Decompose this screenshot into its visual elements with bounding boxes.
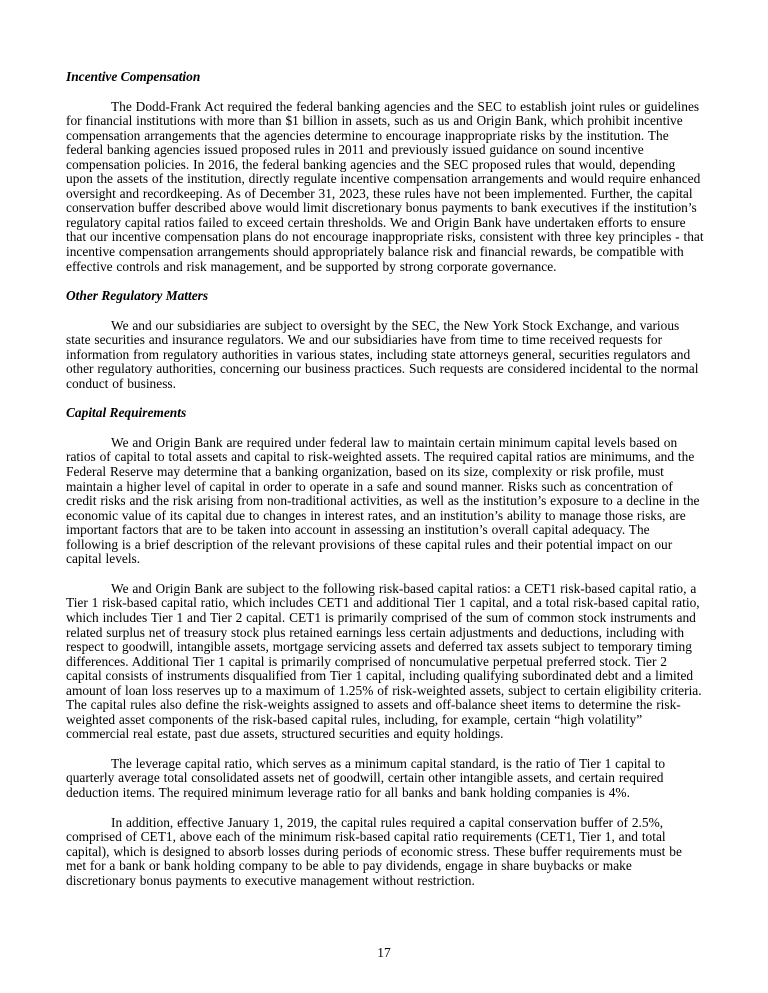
- section-incentive-compensation: [66, 70, 704, 274]
- paragraph: In addition, effective January 1, 2019, the capital rules required a capital conservation buffer of 2.5%, comprised of CET1, above each of the minimum risk-based capital ratio requirements (CET1, Tier 1, and total capital), which is designed to absorb losses during periods of economic stress. These buffer requirements must be met for a bank or bank holding company to be able to pay dividends, engage in share buybacks or make discretionary bonus payments to executive management without restriction.: [66, 814, 682, 888]
- section-heading-capital-requirements: Capital Requirements: [66, 405, 187, 421]
- paragraph: The Dodd-Frank Act required the federal banking agencies and the SEC to establish joint rules or guidelines for financial institutions with more than $1 billion in assets, such as us and Origin Bank, which prohibit incentive compensation arrangements that the agencies determine to encourage inappropriate risks by the institution. The federal banking agencies issued proposed rules in 2011 and previously issued guidance on sound incentive compensation policies. In 2016, the federal banking agencies and the SEC proposed rules that would, depending upon the assets of the institution, directly regulate incentive compensation arrangements and would require enhanced oversight and recordkeeping. As of December 31, 2023, these rules have not been implemented. Further, the capital conservation buffer described above would limit discretionary bonus payments to bank executives if the institution’s regulatory capital ratios failed to exceed certain thresholds. We and Origin Bank have undertaken efforts to ensure that our incentive compensation plans do not encourage inappropriate risks, consistent with three key principles - that incentive compensation arrangements should appropriately balance risk and financial rewards, be compatible with effective controls and risk management, and be supported by strong corporate governance.: [66, 98, 704, 274]
- paragraph: We and Origin Bank are required under federal law to maintain certain minimum capital levels based on ratios of capital to total assets and capital to risk-weighted assets. The required capital ratios are minimums, and the Federal Reserve may determine that a banking organization, based on its size, complexity or risk profile, must maintain a higher level of capital in order to operate in a safe and sound manner. Risks such as concentration of credit risks and the risk arising from non-traditional activities, as well as the institution’s exposure to a decline in the economic value of its capital due to changes in interest rates, and an institution’s ability to manage those risks, are important factors that are to be taken into account in assessing an institution’s overall capital adequacy. The following is a brief description of the relevant provisions of these capital rules and their potential impact on our capital levels.: [66, 434, 700, 567]
- paragraph: We and our subsidiaries are subject to oversight by the SEC, the New York Stock Exchange, and various state securities and insurance regulators. We and our subsidiaries have from time to time received requests for information from regulatory authorities in various states, including state attorneys general, securities regulators and other regulatory authorities, concerning our business practices. Such requests are considered incidental to the normal conduct of business.: [66, 317, 699, 391]
- section-capital-requirements: [66, 406, 704, 888]
- section-heading-other-regulatory-matters: Other Regulatory Matters: [66, 288, 209, 304]
- paragraph: We and Origin Bank are subject to the following risk-based capital ratios: a CET1 risk-based capital ratio, a Tier 1 risk-based capital ratio, which includes CET1 and additional Tier 1 capital, and a total risk-based capital ratio, which includes Tier 1 and Tier 2 capital. CET1 is primarily comprised of the sum of common stock instruments and related surplus net of treasury stock plus retained earnings less certain adjustments and deductions, including with respect to goodwill, intangible assets, mortgage servicing assets and deferred tax assets subject to temporary timing differences. Additional Tier 1 capital is primarily comprised of noncumulative perpetual preferred stock. Tier 2 capital consists of instruments disqualified from Tier 1 capital, including qualifying subordinated debt and a limited amount of loan loss reserves up to a maximum of 1.25% of risk-weighted assets, subject to certain eligibility criteria. The capital rules also define the risk-weights assigned to assets and off-balance sheet items to determine the risk-weighted asset components of the risk-based capital rules, including, for example, certain “high volatility” commercial real estate, past due assets, structured securities and equity holdings.: [66, 580, 702, 742]
- section-heading-incentive-compensation: Incentive Compensation: [66, 69, 201, 84]
- paragraph: The leverage capital ratio, which serves as a minimum capital standard, is the ratio of Tier 1 capital to quarterly average total consolidated assets net of goodwill, certain other intangible assets, and certain required deduction items. The required minimum leverage ratio for all banks and bank holding companies is 4%.: [66, 755, 666, 800]
- section-other-regulatory-matters: [66, 289, 704, 391]
- page-number: 17: [377, 945, 391, 961]
